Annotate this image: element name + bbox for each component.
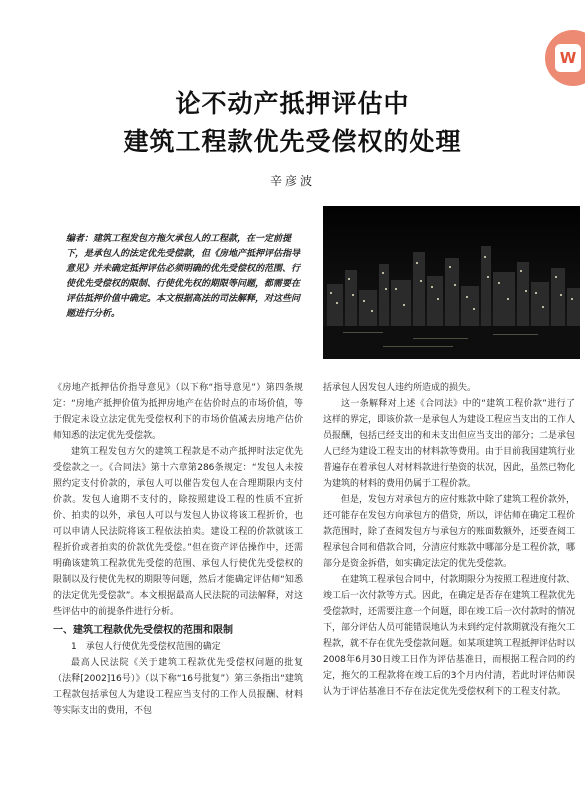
paragraph: 最高人民法院《关于建筑工程款优先受偿权问题的批复（法释[2002]16号）》（以下称“16号批复”）第三条指出“建筑工程款包括承包人为建设工程应当支付的工作人员报酬、材料等实际支出的费用，不包 xyxy=(53,658,303,716)
title-line-1: 论不动产抵押评估中 xyxy=(175,89,410,118)
author: 辛彦波 xyxy=(269,174,315,188)
body-column-right xyxy=(323,380,575,700)
subsection-heading: 1 承包人行使优先受偿权范围的确定 xyxy=(71,642,221,652)
city-night-photo xyxy=(323,206,580,359)
paragraph: 在建筑工程承包合同中，付款期限分为按照工程进度付款、竣工后一次付款等方式。因此，在确定是否存在建筑工程款优先受偿款时，还需要注意一个问题，即在竣工后一次付款时的情况下，部分评估人员可能错误地认为未到约定付款期就没有拖欠工程款，就不存在优先受偿款问题。如某项建筑工程抵押评估时以2008年6月30日竣工日作为评估基准日，而根据工程合同的约定，拖欠的工程款将在竣工后的3个月内付清，若此时评估师误认为于评估基准日不存在法定优先受偿权利下的工程支付款。 xyxy=(323,575,576,697)
paragraph: 建筑工程发包方欠的建筑工程款是不动产抵押时法定优先受偿款之一。《合同法》第十六章第286条规定：“发包人未按照约定支付价款的，承包人可以催告发包人在合理期限内支付价款。发包人逾期不支付的，除按照建设工程的性质不宜折价、拍卖的以外，承包人可以与发包人协议将该工程折价，也可以申请人民法院将该工程依法拍卖。建设工程的价款就该工程折价或者拍卖的价款优先受偿。”但在资产评估操作中，还需明确该建筑工程款优先受偿的范围、承包人行使优先受偿权的限制以及行使优先权的期限等问题，然后才能确定评估师“知悉的法定优先受偿款”。本文根据最高人民法院的司法解释，对这些评估中的前提条件进行分析。 xyxy=(53,447,303,617)
app-badge[interactable] xyxy=(545,30,585,86)
abstract-label: 编者： xyxy=(66,234,94,244)
document-icon: W xyxy=(555,44,581,72)
editor-abstract xyxy=(66,232,306,322)
paragraph: 但是，发包方对承包方的应付账款中除了建筑工程价款外，还可能存在发包方向承包方的借贷，所以，评估师在确定工程价款范围时，除了查阅发包方与承包方的账面数额外，还要查阅工程承包合同和借款合同，分清应付账款中哪部分是工程价款，哪部分是资金拆借，如实确定法定的优先受偿款。 xyxy=(323,495,576,569)
paragraph: 括承包人因发包人违约所造成的损失。 xyxy=(323,383,477,393)
body-column-left xyxy=(53,380,303,719)
paragraph: 《房地产抵押估价指导意见》（以下称“指导意见”）第四条规定：“房地产抵押价值为抵押房地产在估价时点的市场价值，等于假定未设立法定优先受偿权利下的市场价值减去房地产估价师知悉的法定优先受偿款。 xyxy=(53,383,303,441)
paragraph: 这一条解释对上述《合同法》中的“建筑工程价款”进行了这样的界定，即该价款一是承包人为建设工程应当支出的工作人员报酬，包括已经支出的和未支出但应当支出的部分；二是承包人已经为建设工程支出的材料款等费用。由于目前我国建筑行业普遍存在着承包人对材料款进行垫资的状况，因此，虽然已物化为建筑的材料的费用仍属于工程价款。 xyxy=(323,399,576,489)
abstract-text: 建筑工程发包方拖欠承包人的工程款，在一定前提下，是承包人的法定优先受偿款，但《房地产抵押评估指导意见》并未确定抵押评估必须明确的优先受偿权的范围、行使优先受偿权的限制、行使优先权的期限等问题，都需要在评估抵押价值中确定。本文根据高法的司法解释，对这些问题进行分析。 xyxy=(66,234,301,319)
city-skyline-image xyxy=(323,206,580,359)
section-heading: 一、建筑工程款优先受偿权的范围和限制 xyxy=(53,625,233,636)
title-line-2: 建筑工程款优先受偿权的处理 xyxy=(123,127,462,156)
